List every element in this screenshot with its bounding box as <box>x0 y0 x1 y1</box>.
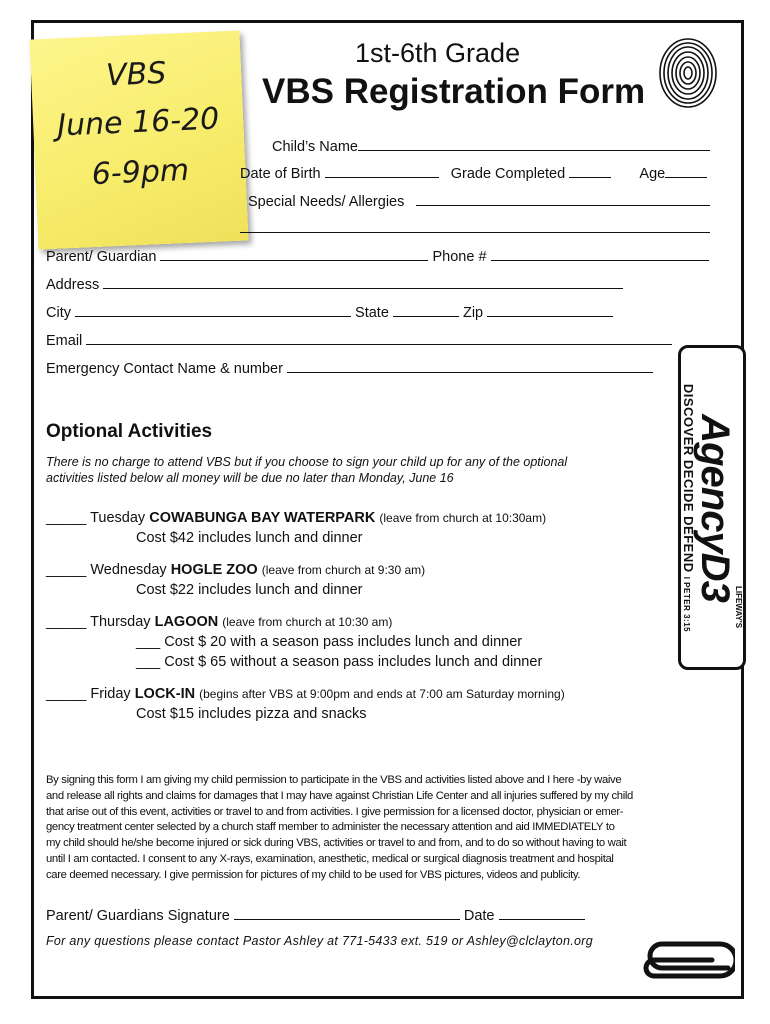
parent-phone-row <box>46 246 709 265</box>
waiver-line: until I am contacted. I consent to any X-rays, examination, anesthetic, medical or surgical diagnosis treatment and hospital <box>46 852 614 865</box>
paperclip-icon <box>640 938 735 983</box>
activity-blank[interactable]: _____ <box>46 614 87 630</box>
special-needs-row[interactable] <box>248 191 710 210</box>
agency-brand: LIFEWAY'S <box>734 585 743 628</box>
activity-name: LOCK-IN <box>134 686 196 702</box>
agency-d3-logo <box>678 345 746 670</box>
sticky-dates: June 16-20 <box>56 101 220 144</box>
activity-blank[interactable]: _____ <box>46 562 87 578</box>
signature-field[interactable] <box>234 905 460 920</box>
activity-day: Thursday <box>90 614 151 630</box>
activity-name: HOGLE ZOO <box>170 562 258 578</box>
activity-detail: (leave from church at 10:30 am) <box>222 615 393 629</box>
address-row[interactable] <box>46 274 623 293</box>
activity-friday[interactable] <box>46 686 565 702</box>
activity-cost-no-pass[interactable]: ___ Cost $ 65 without a season pass includes lunch and dinner <box>136 654 543 670</box>
agency-tagline-row <box>681 383 696 631</box>
email-label: Email <box>46 333 83 349</box>
city-label: City <box>46 305 71 321</box>
address-label: Address <box>46 277 100 293</box>
activity-day: Friday <box>90 686 131 702</box>
agency-name: AgencyD3 <box>693 413 737 602</box>
activity-detail: (leave from church at 9:30 am) <box>261 563 426 577</box>
city-field[interactable] <box>75 302 351 317</box>
agency-verse: I PETER 3:15 <box>682 576 691 632</box>
activity-cost: Cost $42 includes lunch and dinner <box>136 530 363 546</box>
sticky-time: 6-9pm <box>91 152 190 193</box>
page-title: VBS Registration Form <box>262 72 646 111</box>
contact-info: For any questions please contact Pastor Ashley at 771-5433 ext. 519 or Ashley@clclayton.org <box>46 934 593 948</box>
sticky-vbs: VBS <box>105 55 167 94</box>
activity-wednesday[interactable] <box>46 562 425 578</box>
agency-tagline: DISCOVER DECIDE DEFEND <box>681 383 696 573</box>
special-needs-label: Special Needs/ Allergies <box>248 194 405 210</box>
activity-day: Wednesday <box>90 562 167 578</box>
date-field[interactable] <box>499 905 585 920</box>
fingerprint-icon <box>656 33 720 109</box>
city-state-zip-row <box>46 302 613 321</box>
waiver-line: care deemed necessary. I give permission for pictures of my child to be used for VBS pictures, videos and publicity. <box>46 868 581 881</box>
parent-guardian-label: Parent/ Guardian <box>46 249 157 265</box>
activity-blank[interactable]: _____ <box>46 510 87 526</box>
grade-title: 1st-6th Grade <box>355 38 521 68</box>
activity-cost: Cost $22 includes lunch and dinner <box>136 582 363 598</box>
grade-field[interactable] <box>569 163 611 178</box>
date-label: Date <box>463 908 495 924</box>
signature-row <box>46 905 585 924</box>
activity-name: COWABUNGA BAY WATERPARK <box>149 510 376 526</box>
dob-grade-age-row <box>240 163 707 182</box>
activity-cost: Cost $15 includes pizza and snacks <box>136 706 367 722</box>
waiver-line: my child should he/she become injured or sick during VBS, activities or travel to and from, and to do so without having to wait <box>46 837 627 850</box>
phone-field[interactable] <box>491 246 709 261</box>
activity-day: Tuesday <box>90 510 146 526</box>
special-needs-line2[interactable] <box>240 218 710 238</box>
email-row[interactable] <box>46 330 672 349</box>
signature-label: Parent/ Guardians Signature <box>46 908 230 924</box>
activity-detail: (begins after VBS at 9:00pm and ends at 7:00 am Saturday morning) <box>199 687 565 701</box>
emergency-row[interactable] <box>46 358 653 377</box>
agency-logo-text <box>681 383 743 631</box>
grade-completed-label: Grade Completed <box>450 166 566 182</box>
activity-cost-season-pass[interactable]: ___ Cost $ 20 with a season pass includes lunch and dinner <box>136 634 523 650</box>
zip-field[interactable] <box>487 302 613 317</box>
state-label: State <box>355 305 389 321</box>
optional-note-line1: There is no charge to attend VBS but if you choose to sign your child up for any of the optional <box>46 455 568 469</box>
childs-name-field[interactable] <box>272 136 710 155</box>
age-label: Age <box>639 166 666 182</box>
optional-note-line2: activities listed below all money will be due no later than Monday, June 16 <box>46 471 454 485</box>
activity-blank[interactable]: _____ <box>46 686 87 702</box>
age-field[interactable] <box>665 163 707 178</box>
sticky-note <box>30 31 249 250</box>
parent-guardian-field[interactable] <box>160 246 428 261</box>
zip-label: Zip <box>462 305 484 321</box>
waiver-line: that arise out of this event, activities or travel to and from activities. I give permission for a licensed doctor, physician or emer- <box>46 805 624 818</box>
activity-detail: (leave from church at 10:30am) <box>379 511 547 525</box>
waiver-line: and release all rights and claims for damages that I may have against Christian Life Center and all injuries suffered by my child <box>46 789 633 802</box>
state-field[interactable] <box>393 302 459 317</box>
phone-label: Phone # <box>432 249 487 265</box>
waiver-line: gency treatment center selected by a church staff member to administer the necessary attention and aid IMMEDIATELY to <box>46 821 615 834</box>
emergency-label: Emergency Contact Name & number <box>46 361 283 377</box>
activity-thursday[interactable] <box>46 614 392 630</box>
dob-field[interactable] <box>325 163 439 178</box>
childs-name-label: Child’s Name <box>272 139 358 155</box>
waiver-line: By signing this form I am giving my child permission to participate in the VBS and activities listed above and I here -by waive <box>46 774 622 786</box>
optional-heading: Optional Activities <box>46 421 213 442</box>
dob-label: Date of Birth <box>240 166 321 182</box>
waiver-text <box>46 773 726 884</box>
activity-name: LAGOON <box>154 614 219 630</box>
activity-tuesday[interactable] <box>46 510 546 526</box>
